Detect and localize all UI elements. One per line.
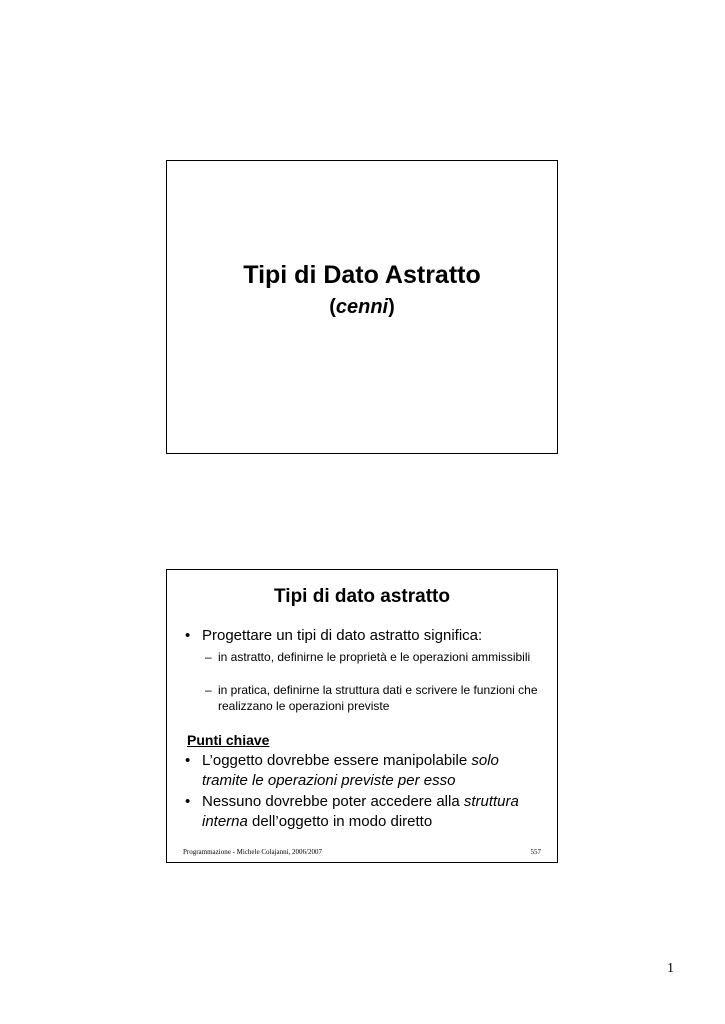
bullet-text <box>202 751 547 791</box>
bullet-nessuno <box>185 792 547 832</box>
bullet-text-italic: solo tramite le operazioni previste per esso <box>202 752 499 789</box>
slide-2 <box>166 569 558 863</box>
subtitle-italic: cenni <box>335 296 389 318</box>
bullet-oggetto <box>185 751 547 791</box>
sub-item-text: in astratto, definirne le proprietà e le operazioni ammissibili <box>218 650 531 664</box>
subtitle-open-paren: ( <box>329 296 336 318</box>
section-heading: Punti chiave <box>187 732 270 748</box>
sub-item-astratto <box>205 649 541 665</box>
dash-marker: – <box>205 683 212 697</box>
slide-footer-left: Programmazione - Michele Colajanni, 2006/2007 <box>183 848 322 856</box>
bullet-dot: • <box>185 752 191 769</box>
bullet-dot: • <box>185 793 191 810</box>
bullet-text: Progettare un tipi di dato astratto significa: <box>202 627 483 644</box>
sub-item-text: in pratica, definirne la struttura dati e scrivere le funzioni che realizzano le operazioni previste <box>218 683 538 713</box>
slide-number: 557 <box>530 848 541 856</box>
bullet-text-part: Nessuno dovrebbe poter accedere alla <box>202 793 464 810</box>
sub-item-pratica <box>205 682 541 714</box>
bullet-progettare <box>185 626 547 646</box>
dash-marker: – <box>205 650 212 664</box>
subtitle-close-paren: ) <box>388 296 395 318</box>
slide-1 <box>166 160 558 454</box>
bullet-dot: • <box>185 627 191 644</box>
slide-2-title: Tipi di dato astratto <box>274 586 450 607</box>
slide-1-title: Tipi di Dato Astratto <box>243 261 481 289</box>
bullet-text <box>202 792 547 832</box>
bullet-text-part: dell’oggetto in modo diretto <box>247 813 433 830</box>
page-number: 1 <box>667 961 674 976</box>
bullet-text-part: L’oggetto dovrebbe essere manipolabile <box>202 752 472 769</box>
slide-1-subtitle <box>167 295 557 319</box>
bullet-text-italic: struttura interna <box>202 793 519 830</box>
